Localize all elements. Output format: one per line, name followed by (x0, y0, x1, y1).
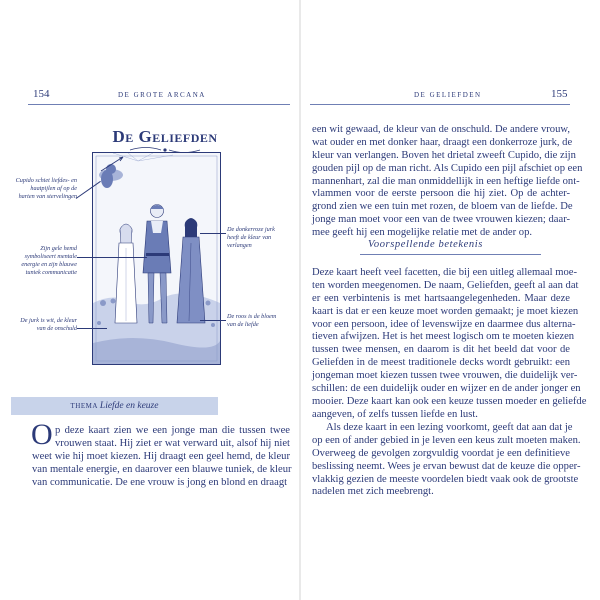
theme-value: Liefde en keuze (99, 401, 159, 411)
text-line: jonge man moet voor een van de twee vrouwen kiezen; daar- (312, 214, 571, 226)
text-line: vrouwen staat. Hij ziet er wat verward uit, alsof hij niet (55, 437, 290, 449)
text-line: schillen: de een duidelijk ouder en wijzer en de ander jonger en (312, 383, 581, 395)
annotation-leader-line (77, 257, 147, 258)
text-line: p deze kaart zien we een jonge man die tussen twee (55, 425, 290, 436)
text-line: jongeman moet kiezen tussen twee vrouwen, die duidelijk ver- (312, 370, 578, 382)
text-line: Deze kaart heeft veel facetten, die bij een uitleg allemaal moe- (312, 267, 577, 278)
text-line: van mentale energie, en daarover een blauwe tuniek, de kleur (32, 463, 292, 475)
text-line: mannenhart, zal die man onmiddellijk in een heftige liefde ont- (312, 175, 580, 187)
text-line: Geliefden in de meest traditionele decks wordt gebruikt: een (312, 357, 570, 369)
theme-label: THEMA (70, 402, 98, 410)
text-line: nadelen met zich meebrengt. (312, 486, 434, 498)
text-line: beslissing neemt. Wees je ervan bewust dat de keuze die opper- (312, 460, 581, 472)
annotation-leader-line (200, 233, 226, 234)
text-line: op een of ander gebied in je leven een keus zult moeten maken. (312, 434, 581, 446)
annotation-leader-line (77, 328, 107, 329)
left-body-text-cont (32, 451, 290, 490)
text-line: Als deze kaart in een lezing voorkomt, geeft dat aan dat je (326, 422, 573, 433)
text-line: van communicatie. De ene vrouw is jong en blond en draagt (32, 476, 288, 488)
text-line: kleur van verlangen. Boven het drietal zweeft Cupido, die zijn (312, 149, 576, 161)
right-running-head: DE GELIEFDEN (414, 91, 482, 99)
book-spine (299, 0, 301, 600)
text-line: er een verbintenis is met hartsaangelegenheden. Maar deze (312, 292, 570, 304)
annotation-white-dress: De jurk is wit, de kleur van de onschuld (20, 317, 77, 333)
drop-cap: O (31, 418, 53, 451)
text-line: grond zien we een tuin met rozen, de bloem van de liefde. De (312, 201, 573, 213)
left-header-rule (28, 104, 290, 105)
right-paragraph-2 (312, 267, 587, 422)
text-line: tieven afwijzen. Het is het meest logisch om te moeten kiezen (312, 331, 575, 343)
section-subheading: Voorspellende betekenis (368, 239, 483, 250)
annotation-leader-line (200, 320, 226, 321)
text-line: aangeven, of zelfs tussen liefde en lust. (312, 408, 478, 420)
text-line: kaart is dat er een keuze moet worden gemaakt; je moet kiezen (312, 305, 579, 317)
text-line: tussen twee mensen, en daarom is dit het beeld dat voor de (312, 344, 570, 356)
text-line: gouden pijl op de man richt. Als Cupido een pijl afschiet op een (312, 162, 583, 174)
left-running-head: DE GROTE ARCANA (118, 91, 206, 99)
subheading-rule (360, 254, 541, 255)
theme-banner (11, 397, 218, 415)
right-paragraph-3 (312, 422, 581, 499)
right-page-number: 155 (551, 88, 568, 100)
annotation-rose: De roos is de bloem van de liefde (227, 313, 277, 329)
text-line: wat ouder en met donker haar, draagt een donkerroze jurk, de (312, 136, 573, 148)
lovers-tarot-card-illustration (92, 152, 221, 365)
text-line: mooier. Deze kaart kan ook een keuze tussen moeder en geliefde (312, 395, 587, 407)
annotation-shirt-tunic: Zijn gele hemd symboliseert mentale energie en zijn blauwe tuniek communicatie (21, 245, 77, 277)
text-line: mee geeft hij een mogelijke relatie met de ander op. (312, 227, 533, 239)
text-line: voor een persoon, idee of levenswijze en daarmee dus alterna- (312, 318, 576, 330)
text-line: weet wie hij moet kiezen. Hij draagt een geel hemd, de kleur (32, 451, 290, 462)
left-page-number: 154 (33, 88, 50, 100)
annotation-rose-dress: De donkerrozе jurk heeft de kleur van verlangen (227, 226, 275, 250)
text-line: vlakkig gezien de meeste voordelen biedt vaak ook de grootste (312, 473, 579, 485)
right-paragraph-1 (312, 124, 583, 240)
text-line: Overweeg de gevolgen zorgvuldig voordat je een definitieve (312, 447, 570, 459)
annotation-cupid: Cupido schiet liefdes- en haatpijlen af op de harten van stervelingen (15, 177, 77, 201)
text-line: vlammen voor de eerste persoon die hij ziet. Op de achter- (312, 188, 570, 200)
right-header-rule (310, 104, 570, 105)
left-body-text (55, 425, 290, 451)
chapter-title: De Geliefden (112, 127, 218, 146)
text-line: een wit gewaad, de kleur van de onschuld. De andere vrouw, (312, 124, 570, 135)
text-line: ten worden meegenomen. De naam, Geliefden, geeft al aan dat (312, 279, 579, 291)
